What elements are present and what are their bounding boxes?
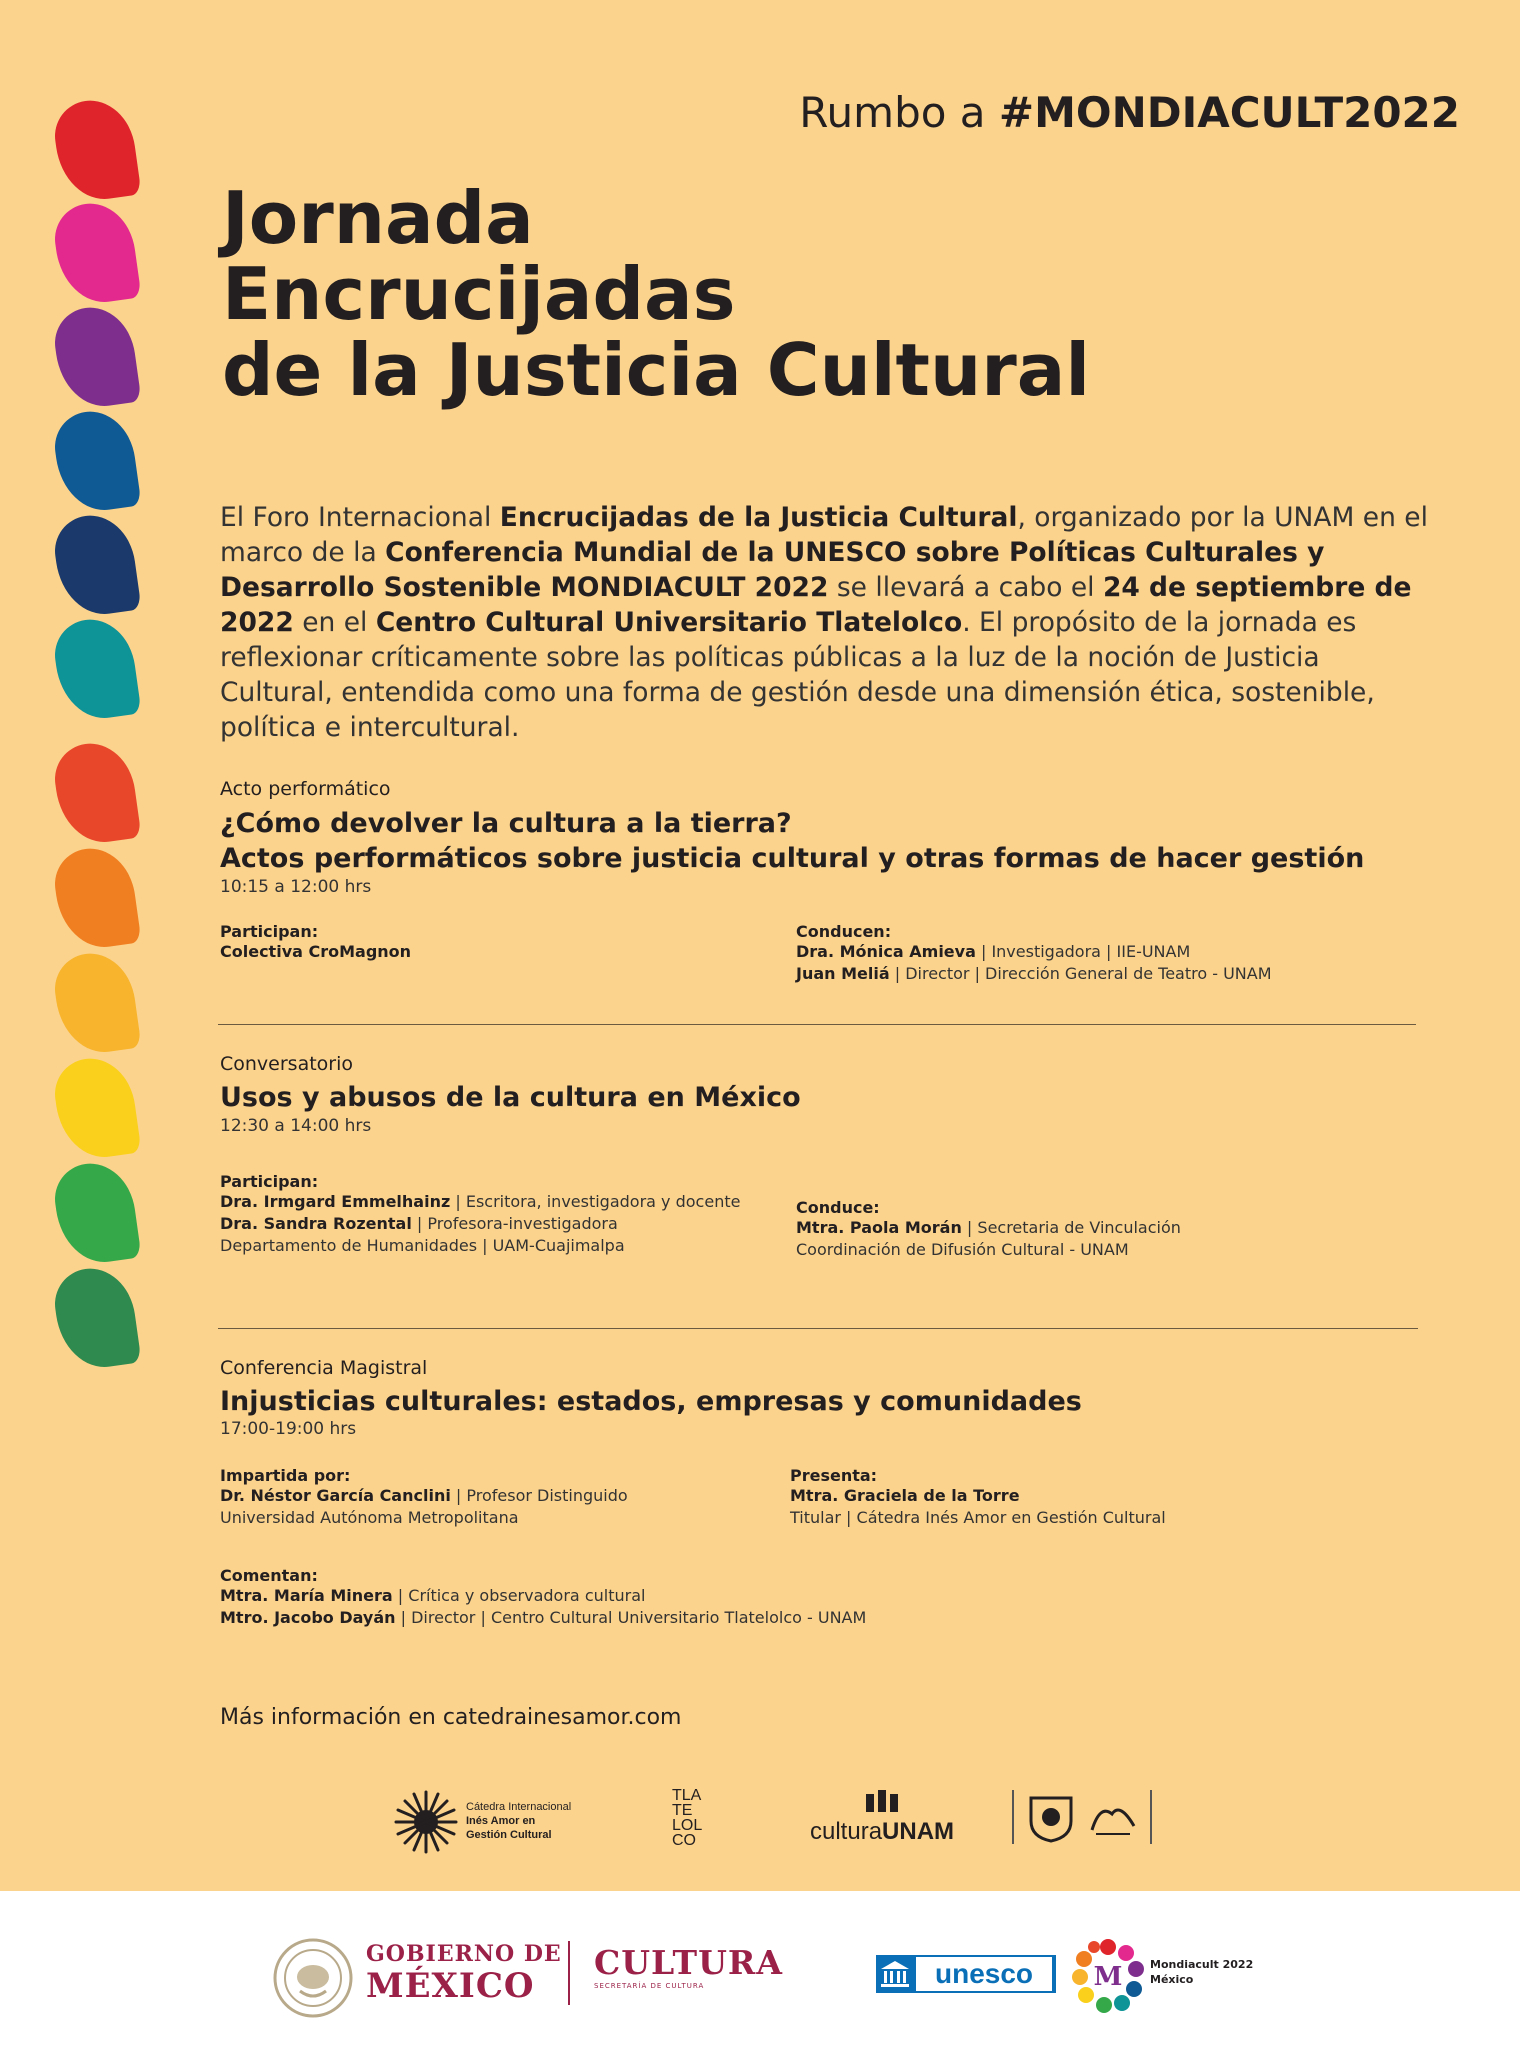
more-info: Más información en catedrainesamor.com — [220, 1705, 682, 1730]
commentator-role: | Crítica y observadora cultural — [392, 1586, 646, 1605]
universidad-nacion-icon — [1090, 1800, 1136, 1838]
speaker-name: Dr. Néstor García Canclini — [220, 1486, 451, 1505]
section3-time: 17:00-19:00 hrs — [220, 1419, 357, 1439]
participant-name: Dra. Irmgard Emmelhainz — [220, 1192, 451, 1211]
intro-text: . El propósito de la jornada es reflexionar críticamente sobre las políticas públicas a la luz de la noción de Justicia Cultural, entendida como una forma de gestión desde una dimensión ética, sostenible, política e intercultural. — [220, 607, 1375, 743]
impartida-label: Impartida por: — [220, 1466, 351, 1485]
presenter-role: Titular | Cátedra Inés Amor en Gestión Cultural — [790, 1508, 1166, 1527]
petal-amber — [50, 948, 141, 1058]
intro-date: 24 de septiembre de 2022 — [220, 572, 1412, 638]
participant-name: Dra. Sandra Rozental — [220, 1214, 412, 1233]
title-line-3: de la Justicia Cultural — [222, 328, 1091, 412]
section2-title: Usos y abusos de la cultura en México — [220, 1082, 801, 1113]
catedra-line-2: Inés Amor en — [466, 1815, 536, 1827]
host-name: Juan Meliá — [796, 964, 890, 983]
petal-magenta — [50, 198, 141, 308]
mondiacult-flower-icon — [1068, 1935, 1148, 2015]
host-name: Dra. Mónica Amieva — [796, 942, 976, 961]
unesco-logo — [876, 1955, 1056, 1993]
petal-blue — [50, 406, 141, 516]
logo-divider — [1012, 1790, 1014, 1844]
mondiacult-line-2: México — [1150, 1973, 1194, 1986]
intro-text: El Foro Internacional — [220, 502, 500, 533]
footer-divider — [568, 1941, 570, 2005]
kicker-hashtag: #MONDIACULT2022 — [998, 88, 1460, 137]
petal-navy — [50, 510, 141, 620]
intro-text: en el — [293, 607, 376, 638]
cultura-text: cultura — [810, 1818, 883, 1845]
participant-name: Colectiva CroMagnon — [220, 942, 412, 961]
unam-text: UNAM — [882, 1818, 955, 1845]
footer — [0, 1891, 1520, 2048]
tlatelolco-line-3: LOL — [672, 1817, 703, 1834]
section2-time: 12:30 a 14:00 hrs — [220, 1116, 372, 1136]
section2-host — [796, 1198, 1181, 1261]
participant-role: | Escritora, investigadora y docente — [450, 1192, 741, 1211]
cultura-gob-title: CULTURA — [594, 1943, 783, 1982]
host-role: | Secretaria de Vinculación — [961, 1218, 1181, 1237]
section3-speaker — [220, 1466, 628, 1529]
intro-venue: Centro Cultural Universitario Tlatelolco — [375, 607, 963, 638]
catedra-line-3: Gestión Cultural — [466, 1829, 552, 1841]
mondiacult-text — [1150, 1957, 1253, 1987]
coat-of-arms-icon — [272, 1937, 354, 2019]
petal-teal — [50, 614, 141, 724]
catedra-emblem-icon — [394, 1790, 458, 1854]
host-name: Mtra. Paola Morán — [796, 1218, 962, 1237]
intro-text: , organizado por la UNAM en el marco de la — [220, 502, 1428, 568]
cultura-gob-subtitle: SECRETARÍA DE CULTURA — [594, 1982, 705, 1990]
section1-type: Acto performático — [220, 778, 391, 800]
petal-red-orange — [50, 738, 141, 848]
catedra-line-1: Cátedra Internacional — [466, 1801, 572, 1813]
petal-green — [50, 1158, 141, 1268]
unesco-temple-icon — [876, 1955, 914, 1993]
section2-type: Conversatorio — [220, 1053, 354, 1075]
petal-dark-green — [50, 1263, 141, 1373]
commentator-name: Mtro. Jacobo Dayán — [220, 1608, 396, 1627]
host-role: | Director | Dirección General de Teatro - UNAM — [889, 964, 1272, 983]
tlatelolco-line-2: TE — [672, 1802, 693, 1819]
petal-yellow — [50, 1053, 141, 1163]
catedra-logo — [394, 1790, 594, 1854]
section1-hosts — [796, 922, 1272, 985]
unam-shield-logo — [1028, 1795, 1074, 1847]
speaker-institution: Universidad Autónoma Metropolitana — [220, 1508, 519, 1527]
unam-shield-icon — [1028, 1795, 1074, 1843]
kicker-prefix: Rumbo a — [799, 88, 986, 137]
host-dept: Coordinación de Difusión Cultural - UNAM — [796, 1240, 1129, 1259]
section1-time: 10:15 a 12:00 hrs — [220, 877, 372, 897]
petal-purple — [50, 302, 141, 412]
host-role: | Investigadora | IIE-UNAM — [975, 942, 1191, 961]
commentator-role: | Director | Centro Cultural Universitario Tlatelolco - UNAM — [395, 1608, 867, 1627]
tlatelolco-logo — [672, 1788, 702, 1848]
conduce-label: Conduce: — [796, 1198, 880, 1217]
cultura-unam-icon — [864, 1790, 900, 1814]
tlatelolco-line-4: CO — [672, 1832, 696, 1849]
conducen-label: Conducen: — [796, 922, 892, 941]
divider-1 — [218, 1024, 1416, 1025]
section1-title-1: ¿Cómo devolver la cultura a la tierra? — [220, 808, 792, 839]
intro-paragraph — [220, 500, 1430, 745]
intro-bold: Conferencia Mundial de la UNESCO sobre Políticas Culturales y Desarrollo Sostenible MONDIACULT 2022 — [220, 537, 1325, 603]
participan-label: Participan: — [220, 1172, 319, 1191]
presenter-name: Mtra. Graciela de la Torre — [790, 1486, 1020, 1505]
comentan-label: Comentan: — [220, 1566, 318, 1585]
participant-dept: Departamento de Humanidades | UAM-Cuajimalpa — [220, 1236, 625, 1255]
petal-orange — [50, 843, 141, 953]
section2-participants — [220, 1172, 740, 1257]
section3-presenter — [790, 1466, 1166, 1529]
title-line-2: Encrucijadas — [222, 252, 736, 336]
intro-text: se llevará a cabo el — [828, 572, 1103, 603]
mondiacult-logo — [1068, 1935, 1148, 2019]
title-line-1: Jornada — [222, 176, 534, 260]
mexico-seal-logo — [272, 1937, 354, 2023]
section3-type: Conferencia Magistral — [220, 1357, 428, 1379]
kicker — [799, 88, 1460, 137]
section1-title-2: Actos performáticos sobre justicia cultural y otras formas de hacer gestión — [220, 843, 1365, 874]
commentator-name: Mtra. María Minera — [220, 1586, 393, 1605]
logo-divider — [1150, 1790, 1152, 1844]
divider-2 — [218, 1328, 1418, 1329]
cultura-gob-logo — [594, 1943, 783, 1990]
gobierno-line-2: MÉXICO — [366, 1966, 535, 2006]
participan-label: Participan: — [220, 922, 319, 941]
intro-bold: Encrucijadas de la Justicia Cultural — [499, 502, 1018, 533]
tlatelolco-line-1: TLA — [672, 1787, 702, 1804]
petal-red — [50, 95, 141, 205]
cultura-unam-logo — [810, 1790, 960, 1850]
gobierno-logo — [366, 1941, 562, 2005]
unesco-wordmark: unesco — [916, 1957, 1052, 1991]
participant-role: | Profesora-investigadora — [411, 1214, 618, 1233]
section3-commentators — [220, 1566, 866, 1629]
mondiacult-line-1: Mondiacult 2022 — [1150, 1958, 1254, 1971]
speaker-role: | Profesor Distinguido — [450, 1486, 628, 1505]
page-title — [222, 176, 1091, 412]
section1-participants — [220, 922, 411, 963]
gobierno-line-1: GOBIERNO DE — [366, 1941, 562, 1967]
presenta-label: Presenta: — [790, 1466, 878, 1485]
svg-text:M: M — [1093, 1962, 1123, 1992]
universidad-nacion-logo — [1090, 1800, 1136, 1841]
section3-title: Injusticias culturales: estados, empresas y comunidades — [220, 1386, 1082, 1417]
